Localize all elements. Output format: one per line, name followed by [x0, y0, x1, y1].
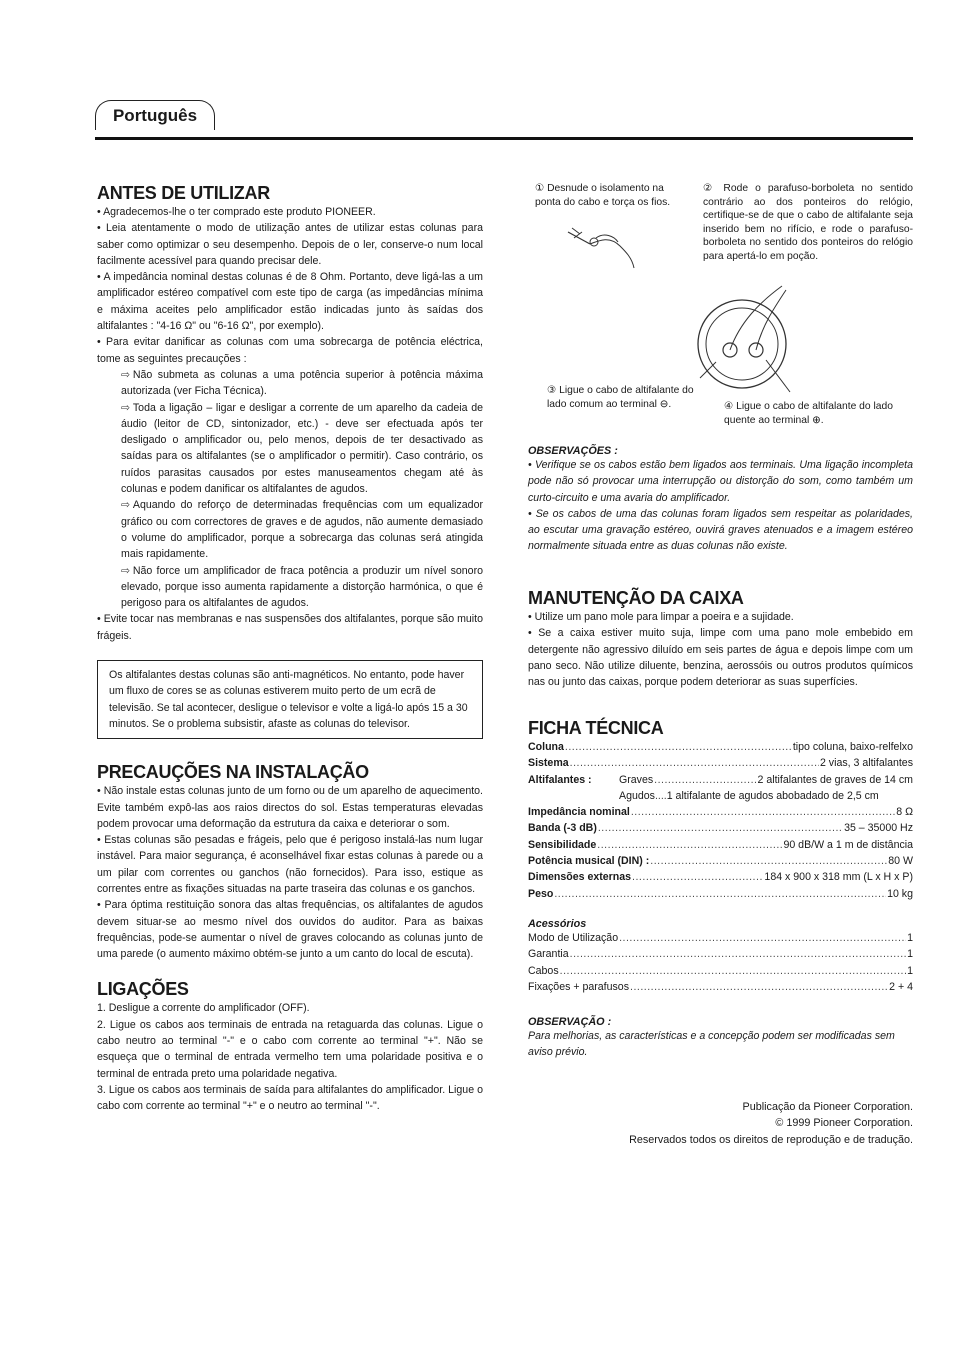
section-title-antes: ANTES DE UTILIZAR: [97, 183, 270, 203]
left-column: [97, 182, 483, 1115]
paragraph: • Utilize um pano mole para limpar a poeira e a sujidade.: [528, 611, 794, 623]
antimagnetic-note-box: [97, 660, 483, 739]
precaution-item: [97, 367, 483, 400]
publication-line: Publicação da Pioneer Corporation.: [742, 1101, 913, 1113]
arrow-icon: ⇨: [121, 401, 130, 414]
precaution-item: [97, 563, 483, 612]
publication-notice: [629, 1099, 913, 1148]
spec-row: Potência musical (DIN) : ..... 80 W: [528, 853, 913, 869]
precaution-item: [97, 400, 483, 498]
accessory-row: Modo de Utilização ..... 1: [528, 930, 913, 946]
paragraph: • A impedância nominal destas colunas é de 8 Ohm. Portanto, deve ligá-las a um amplificador estéreo compatível com este tipo de carga (as impedâncias mínima e máxima aceites pelo amplificador estão indicadas junto às saídas dos altifalantes : "4-16 Ω" ou "6-16 Ω", por exemplo).: [97, 271, 483, 333]
spec-row: Sistema ..... 2 vias, 3 altifalantes: [528, 755, 913, 771]
spec-row: Peso ..... 10 kg: [528, 886, 913, 902]
paragraph: • Não instale estas colunas junto de um forno ou de um aparelho de aquecimento. Evite também expô-las aos raios directos do sol. Estas temperaturas elevadas podem provocar uma deformação da estrutura da caixa e deteriorar o som.: [97, 785, 483, 830]
arrow-icon: ⇨: [121, 499, 130, 512]
section-title-precaucoes: PRECAUÇÕES NA INSTALAÇÃO: [97, 762, 369, 783]
copyright-line: © 1999 Pioneer Corporation.: [775, 1117, 913, 1130]
rights-line: Reservados todos os direitos de reprodução e de tradução.: [629, 1133, 913, 1146]
spec-row: Sensibilidade ..... 90 dB/W a 1 m de distância: [528, 837, 913, 853]
paragraph: • Leia atentamente o modo de utilização antes de utilizar estas colunas para saber como optimizar o seu desempenho. Depois de o ler, conserve-o num local facilmente acessível para quando precisar dele.: [97, 222, 483, 267]
paragraph: • Se a caixa estiver muito suja, limpe com uma pano mole embebido em detergente não agressivo diluído em seis partes de água e depois limpe com um pano seco. Não utilize diluente, benzina, aerossóis ou outros produtos químicos nas ou junto das caixas, porque podem deteriorar as suas superfícies.: [528, 627, 913, 689]
section-title-ficha: FICHA TÉCNICA: [528, 718, 664, 738]
spec-row: Impedância nominal ..... 8 Ω: [528, 804, 913, 820]
spec-row: Banda (-3 dB) ..... 35 – 35000 Hz: [528, 820, 913, 836]
paragraph: 2. Ligue os cabos aos terminais de entrada na retaguarda das colunas. Ligue o cabo neutro ao terminal "-" e o cabo com corrente ao terminal "+". Não se esqueça que o terminal de entrada vermelho tem uma polaridade positiva e o terminal de entrada preto uma polaridade negativa.: [97, 1018, 483, 1080]
precaution-text: Não force um amplificador de fraca potência a produzir um nível sonoro elevado, porque isso aumenta rapidamente a distorção harmónica, o que é perigoso para os altifalantes de agudos.: [121, 564, 483, 610]
spec-row: Coluna ..... tipo coluna, baixo-relfelxo: [528, 739, 913, 755]
arrow-icon: ⇨: [121, 368, 130, 381]
note-text: Os altifalantes destas colunas são anti-magnéticos. No entanto, pode haver um fluxo de cores se as colunas estiverem muito perto de um ecrã de televisão. Se tal acontecer, desligue o televisor e volte a ligá-lo após 15 a 30 minutos. Se o problema subsistir, afaste as colunas do televisor.: [109, 669, 468, 730]
paragraph: 1. Desligue a corrente do amplificador (OFF).: [97, 1002, 310, 1015]
caption-step-3: ③ Ligue o cabo de altifalante do lado comum ao terminal ⊖.: [547, 385, 694, 410]
accessory-row: Cabos ..... 1: [528, 963, 913, 979]
arrow-icon: ⇨: [121, 564, 130, 577]
observacoes-block: [528, 445, 913, 555]
paragraph: • Agradecemos-lhe o ter comprado este produto PIONEER.: [97, 206, 376, 218]
spec-row: Altifalantes : Graves ..... 2 altifalantes de graves de 14 cm: [528, 772, 913, 788]
precaution-text: Toda a ligação – ligar e desligar a corrente de um aparelho da cadeia de áudio (leitor de CD, sintonizador, etc.) - deve ser efectuada após ter desligado o amplificador ou, pelo menos, depois de ter desactivado as saídas para os altifalantes (se o amplificador o permitir). Caso contrário, os ruídos parasitas causados por estes manuseamentos chegam até às colunas e podem danificar os altifalantes de agudos.: [121, 401, 483, 496]
accessory-row: Garantia ..... 1: [528, 946, 913, 962]
paragraph: • Para evitar danificar as colunas com uma sobrecarga de potência eléctrica, tome as seguintes precauções :: [97, 336, 483, 365]
accessory-row: Fixações + parafusos ..... 2 + 4: [528, 979, 913, 995]
acessorios-title: Acessórios: [528, 918, 587, 930]
language-tab: Português: [95, 100, 215, 130]
acessorios-block: [528, 918, 913, 995]
precaution-text: Aquando do reforço de determinadas frequências com um equalizador gráfico ou com correctores de graves e de agudos, não aumente demasiado o volume do amplificador, porque a sobrecarga das colunas será atingida mais rapidamente.: [121, 499, 483, 561]
header-rule: [95, 137, 913, 140]
section-title-manutencao: MANUTENÇÃO DA CAIXA: [528, 588, 744, 608]
spec-row: Dimensões externas ..... 184 x 900 x 318 mm (L x H x P): [528, 869, 913, 885]
section-title-ligacoes: LIGAÇÕES: [97, 979, 189, 1000]
spec-row: Agudos .... 1 altifalante de agudos abobadado de 2,5 cm: [619, 789, 879, 802]
paragraph: • Se os cabos de uma das colunas foram ligados sem respeitar as polaridades, ao escutar uma gravação estéreo, ouvirá graves atenuados e a imagem estéreo normalmente situada entre as duas colunas não existe.: [528, 507, 913, 553]
caption-step-2: ② Rode o parafuso-borboleta no sentido contrário ao dos ponteiros do relógio, certifique-se de que o cabo de altifalante seja inserido bem no rifício, e rode o parafuso-borboleta no sentido dos ponteiros do relógio para apertá-lo em poção.: [703, 183, 913, 262]
observacoes-title: OBSERVAÇÕES :: [528, 445, 618, 457]
wire-twist-illustration: [560, 218, 650, 278]
precaution-item: [97, 497, 483, 562]
observacao-block: [528, 1016, 913, 1061]
paragraph: • Evite tocar nas membranas e nas suspensões dos altifalantes, porque são muito frágeis.: [97, 613, 483, 642]
paragraph: • Verifique se os cabos estão bem ligados aos terminais. Uma ligação incompleta pode não só provocar uma interrupção ou distorção do som, como também um curto-circuito e uma avaria do amplificador.: [528, 459, 913, 504]
observacao-title: OBSERVAÇÃO :: [528, 1016, 612, 1028]
manutencao-block: [528, 587, 913, 690]
caption-step-4: ④ Ligue o cabo de altifalante do lado quente ao terminal ⊕.: [724, 401, 893, 426]
caption-step-1: ① Desnude o isolamento na ponta do cabo e torça os fios.: [535, 183, 671, 208]
ficha-tecnica-block: [528, 717, 913, 902]
paragraph: 3. Ligue os cabos aos terminais de saída para altifalantes do amplificador. Ligue o cabo com corrente ao terminal "+" e o neutro ao terminal "-".: [97, 1083, 483, 1113]
precaution-text: Não submeta as colunas a uma potência superior à potência máxima autorizada (ver Ficha Técnica).: [121, 368, 483, 398]
paragraph: • Para óptima restituição sonora das altas frequências, os altifalantes de agudos devem situar-se ao mesmo nível dos ouvidos do auditor. Para as baixas frequências, pode-se aumentar o nível de graves colocando as colunas junto de uma parede (o aumento máximo obtém-se junto a um canto do local de escuta).: [97, 899, 483, 961]
paragraph: Para melhorias, as características e a concepção podem ser modificadas sem aviso prévio.: [528, 1030, 895, 1059]
paragraph: • Estas colunas são pesadas e frágeis, pelo que é perigoso instalá-las num lugar instável. Para maior segurança, é aconselhável fixar estas colunas à parede ou a um pilar com correntes ou ganchos (não fornecidos). Para isso, estique as correntes entre as fixações situadas na parte traseira das colunas e os ganchos.: [97, 834, 483, 895]
